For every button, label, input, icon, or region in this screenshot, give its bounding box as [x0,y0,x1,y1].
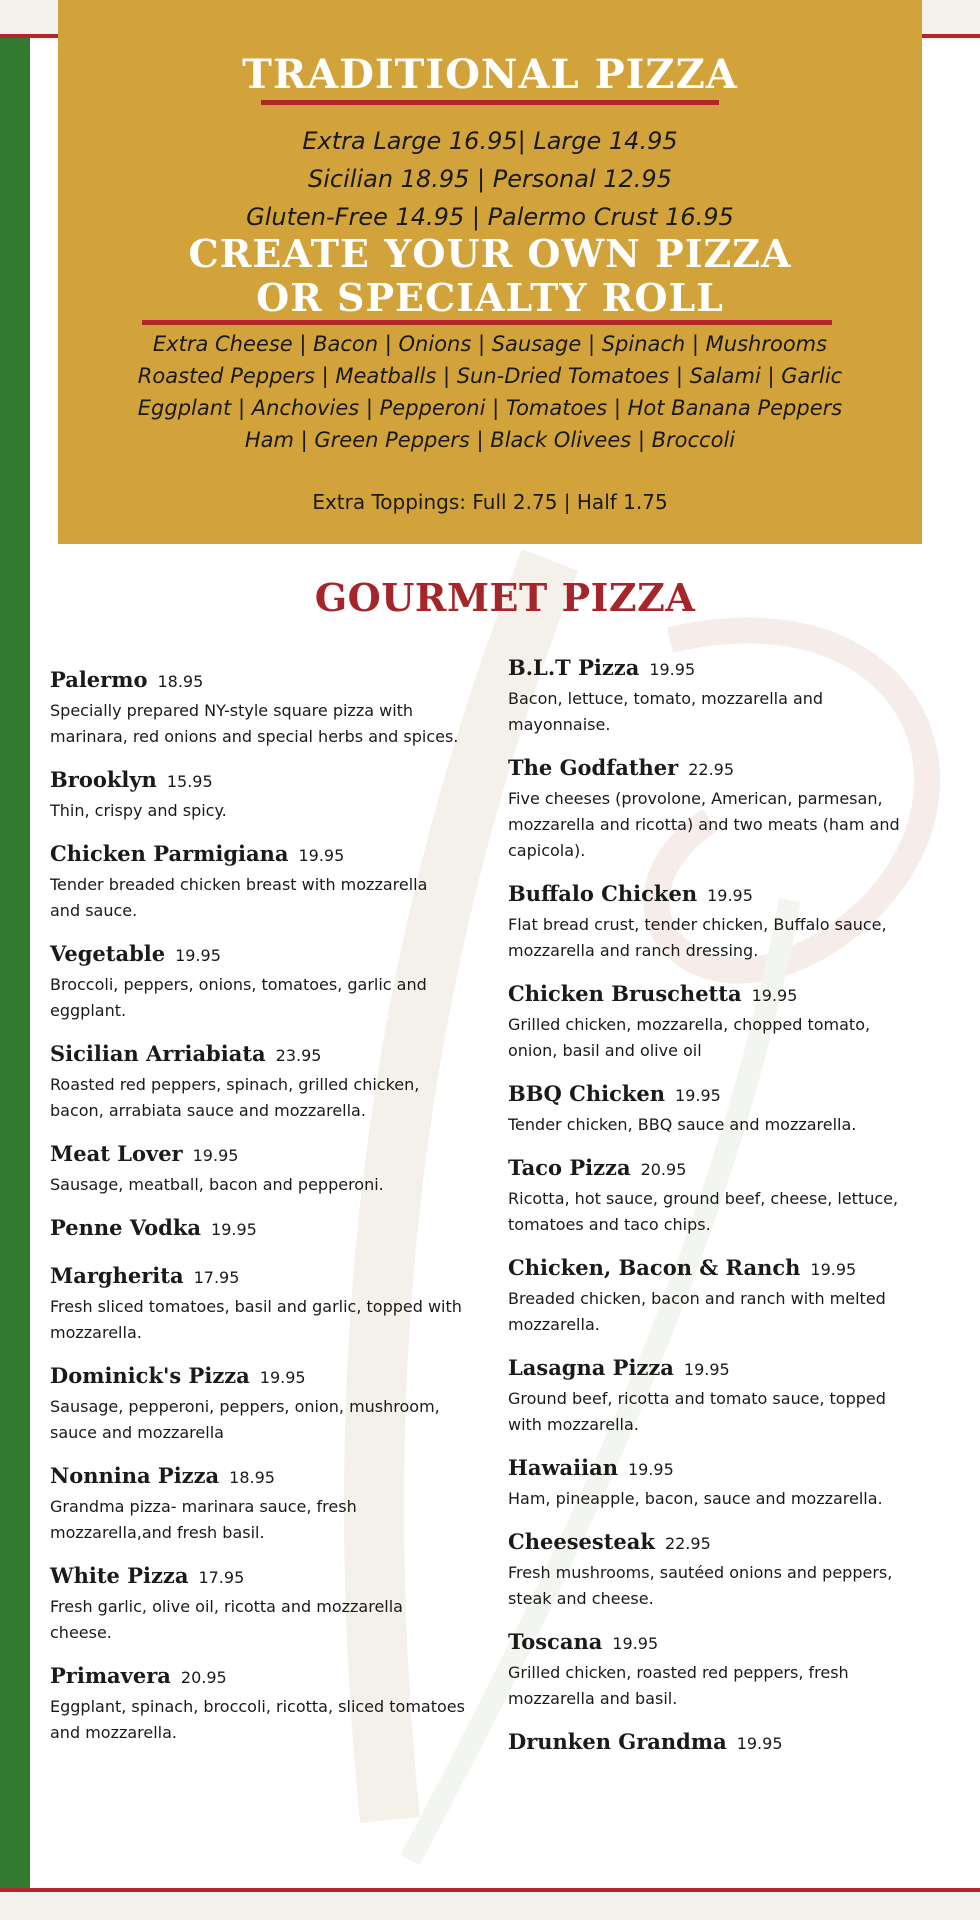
menu-item-name: Chicken, Bacon & Ranch [508,1255,801,1280]
description-line: Tender breaded chicken breast with mozzarella [50,875,428,894]
menu-item-price: 19.95 [707,886,753,905]
gourmet-right-column [508,652,928,1774]
menu-item-name: B.L.T Pizza [508,655,640,680]
description-line: Eggplant, spinach, broccoli, ricotta, sliced tomatoes [50,1697,465,1716]
menu-item-description [50,1294,490,1346]
description-line: cheese. [50,1623,112,1642]
menu-item [50,1560,490,1646]
menu-item-description [50,972,490,1024]
description-line: Bacon, lettuce, tomato, mozzarella and [508,689,824,708]
toppings-list [58,328,922,456]
menu-item-header [50,838,490,872]
menu-item [508,978,928,1064]
menu-item [50,838,490,924]
menu-item-header [50,1460,490,1494]
menu-item [50,1038,490,1124]
menu-item-name: White Pizza [50,1563,189,1588]
menu-item-price: 22.95 [664,1534,711,1553]
menu-item [50,1138,490,1198]
bottom-border [0,1888,980,1920]
menu-item-description [50,798,490,824]
description-line: bacon, arrabiata sauce and mozzarella. [50,1101,366,1120]
menu-item-name: Penne Vodka [50,1215,202,1240]
green-side-stripe [0,38,30,1888]
description-line: mozzarella and ranch dressing. [508,941,759,960]
menu-item-description [508,1112,928,1138]
menu-item-description [508,1560,928,1612]
menu-item-price: 17.95 [193,1268,240,1287]
menu-item [508,1152,928,1238]
menu-item [50,764,490,824]
menu-item-description [508,1286,928,1338]
menu-item-name: The Godfather [508,755,679,780]
menu-item-header [50,764,490,798]
menu-item-price: 19.95 [627,1460,674,1479]
menu-item-price: 18.95 [229,1468,275,1487]
description-line: Grilled chicken, mozzarella, chopped tomato, [508,1015,871,1034]
description-line: mozzarella and ricotta) and two meats (ham and [508,815,900,834]
menu-item-name: Lasagna Pizza [508,1355,674,1380]
description-line: Thin, crispy and spicy. [50,801,227,820]
description-line: marinara, red onions and special herbs and spices. [50,727,459,746]
menu-item-name: Margherita [50,1263,184,1288]
menu-item-name: Meat Lover [50,1141,183,1166]
traditional-pizza-title: TRADITIONAL PIZZA [242,51,738,98]
description-line: mozzarella. [50,1323,142,1342]
description-line: sauce and mozzarella [50,1423,224,1442]
description-line: Specially prepared NY-style square pizza with [50,701,414,720]
menu-item-price: 20.95 [640,1160,687,1179]
menu-item-name: Brooklyn [50,767,157,792]
menu-item [50,1660,490,1746]
menu-item-name: Drunken Grandma [508,1729,727,1754]
traditional-title-underline [261,100,719,105]
menu-item-price: 19.95 [683,1360,730,1379]
menu-item-description [508,1186,928,1238]
menu-item-price: 19.95 [298,846,345,865]
menu-item-header [50,1660,490,1694]
menu-item-description [50,1594,490,1646]
menu-item-header [50,1212,490,1246]
menu-item-header [508,1452,928,1486]
menu-item-price: 19.95 [736,1734,783,1753]
price-line: Sicilian 18.95 | Personal 12.95 [308,165,672,193]
menu-item-description [50,1494,490,1546]
menu-item-name: Nonnina Pizza [50,1463,220,1488]
menu-item-description [508,912,928,964]
create-title-underline [142,320,832,325]
menu-item-price: 23.95 [275,1046,322,1065]
description-line: Flat bread crust, tender chicken, Buffalo sauce, [508,915,887,934]
create-title-line: CREATE YOUR OWN PIZZA [188,231,792,276]
menu-item-header [508,1626,928,1660]
extra-toppings-price: Extra Toppings: Full 2.75 | Half 1.75 [312,490,668,514]
menu-item-name: Toscana [508,1629,603,1654]
menu-item [50,1212,490,1246]
description-line: Ground beef, ricotta and tomato sauce, topped [508,1389,886,1408]
menu-item-price: 19.95 [175,946,221,965]
menu-item-name: Chicken Parmigiana [50,841,289,866]
menu-item-description [508,1486,928,1512]
menu-item-name: Dominick's Pizza [50,1363,250,1388]
price-line: Extra Large 16.95| Large 14.95 [302,127,678,155]
description-line: mozzarella,and fresh basil. [50,1523,265,1542]
menu-item-header [508,878,928,912]
gourmet-left-column [50,664,490,1760]
description-line: Sausage, pepperoni, peppers, onion, mushroom, [50,1397,440,1416]
menu-item [508,1352,928,1438]
menu-item-name: Chicken Bruschetta [508,981,742,1006]
menu-item-description [50,1694,490,1746]
create-your-own-title [58,232,922,320]
menu-item-price: 15.95 [166,772,213,791]
topping-line: Extra Cheese | Bacon | Onions | Sausage | Spinach | Mushrooms [152,332,828,356]
menu-item [508,1726,928,1760]
menu-item-name: Sicilian Arriabiata [50,1041,266,1066]
traditional-pizza-box [58,0,922,544]
description-line: and mozzarella. [50,1723,178,1742]
description-line: Five cheeses (provolone, American, parmesan, [508,789,883,808]
menu-item-header [508,1078,928,1112]
menu-item-description [508,686,928,738]
menu-item-description [50,872,490,924]
menu-item-price: 22.95 [688,760,735,779]
menu-item-header [508,1352,928,1386]
menu-item-description [508,1012,928,1064]
description-line: Grandma pizza- marinara sauce, fresh [50,1497,357,1516]
description-line: Grilled chicken, roasted red peppers, fresh [508,1663,849,1682]
menu-item-price: 20.95 [180,1668,227,1687]
description-line: mayonnaise. [508,715,611,734]
description-line: tomatoes and taco chips. [508,1215,711,1234]
menu-item-description [50,698,490,750]
menu-item-name: Taco Pizza [508,1155,631,1180]
create-title-line: OR SPECIALTY ROLL [256,275,724,320]
description-line: Ricotta, hot sauce, ground beef, cheese, lettuce, [508,1189,899,1208]
menu-item-price: 19.95 [612,1634,659,1653]
menu-item [508,1078,928,1138]
menu-item-header [508,1526,928,1560]
description-line: Fresh mushrooms, sautéed onions and peppers, [508,1563,893,1582]
menu-item [508,1252,928,1338]
menu-item-header [50,664,490,698]
description-line: mozzarella and basil. [508,1689,678,1708]
menu-item-header [50,938,490,972]
menu-item-price: 18.95 [157,672,204,691]
menu-item-name: Palermo [50,667,148,692]
menu-item-description [508,1660,928,1712]
menu-item-name: BBQ Chicken [508,1081,666,1106]
menu-item [50,1360,490,1446]
menu-item-header [508,978,928,1012]
topping-line: Roasted Peppers | Meatballs | Sun-Dried Tomatoes | Salami | Garlic [137,364,843,388]
menu-item [508,1626,928,1712]
menu-item [508,1452,928,1512]
topping-line: Ham | Green Peppers | Black Olivees | Broccoli [244,428,736,452]
menu-item-name: Cheesesteak [508,1529,655,1554]
menu-item-header [50,1038,490,1072]
menu-item-name: Buffalo Chicken [508,881,698,906]
menu-item-description [50,1072,490,1124]
menu-item [508,652,928,738]
description-line: Broccoli, peppers, onions, tomatoes, garlic and [50,975,427,994]
menu-item [50,1460,490,1546]
menu-item-price: 17.95 [198,1568,245,1587]
description-line: mozzarella. [508,1315,600,1334]
menu-item-header [508,1726,928,1760]
menu-item-name: Vegetable [50,941,166,966]
menu-item-header [50,1360,490,1394]
menu-item-price: 19.95 [192,1146,239,1165]
description-line: Tender chicken, BBQ sauce and mozzarella. [508,1115,857,1134]
topping-line: Eggplant | Anchovies | Pepperoni | Tomatoes | Hot Banana Peppers [137,396,843,420]
menu-item [50,664,490,750]
description-line: onion, basil and olive oil [508,1041,702,1060]
menu-item-header [50,1138,490,1172]
menu-item-price: 19.95 [211,1220,257,1239]
description-line: with mozzarella. [508,1415,639,1434]
description-line: Fresh sliced tomatoes, basil and garlic, topped with [50,1297,462,1316]
menu-item-header [50,1560,490,1594]
menu-item-header [508,652,928,686]
menu-item [50,1260,490,1346]
menu-item [508,878,928,964]
menu-item [508,1526,928,1612]
gourmet-pizza-title: GOURMET PIZZA [314,575,696,620]
menu-item-price: 19.95 [649,660,696,679]
price-line: Gluten-Free 14.95 | Palermo Crust 16.95 [246,203,734,231]
menu-item-description [50,1172,490,1198]
menu-item-header [508,752,928,786]
description-line: steak and cheese. [508,1589,654,1608]
menu-item [50,938,490,1024]
menu-item-price: 19.95 [810,1260,857,1279]
menu-item-price: 19.95 [751,986,798,1005]
menu-item-description [508,1386,928,1438]
description-line: eggplant. [50,1001,127,1020]
menu-item-header [508,1152,928,1186]
description-line: Ham, pineapple, bacon, sauce and mozzarella. [508,1489,883,1508]
description-line: and sauce. [50,901,138,920]
description-line: Breaded chicken, bacon and ranch with melted [508,1289,886,1308]
menu-item-price: 19.95 [675,1086,721,1105]
menu-item-description [50,1394,490,1446]
menu-item-description [508,786,928,864]
menu-item-header [50,1260,490,1294]
description-line: Roasted red peppers, spinach, grilled chicken, [50,1075,420,1094]
bottom-red-line [0,1888,980,1892]
menu-item-name: Hawaiian [508,1455,618,1480]
menu-item-price: 19.95 [259,1368,306,1387]
description-line: capicola). [508,841,586,860]
menu-item-name: Primavera [50,1663,171,1688]
menu-item [508,752,928,864]
menu-item-header [508,1252,928,1286]
size-price-list [58,122,922,236]
description-line: Sausage, meatball, bacon and pepperoni. [50,1175,384,1194]
description-line: Fresh garlic, olive oil, ricotta and mozzarella [50,1597,403,1616]
